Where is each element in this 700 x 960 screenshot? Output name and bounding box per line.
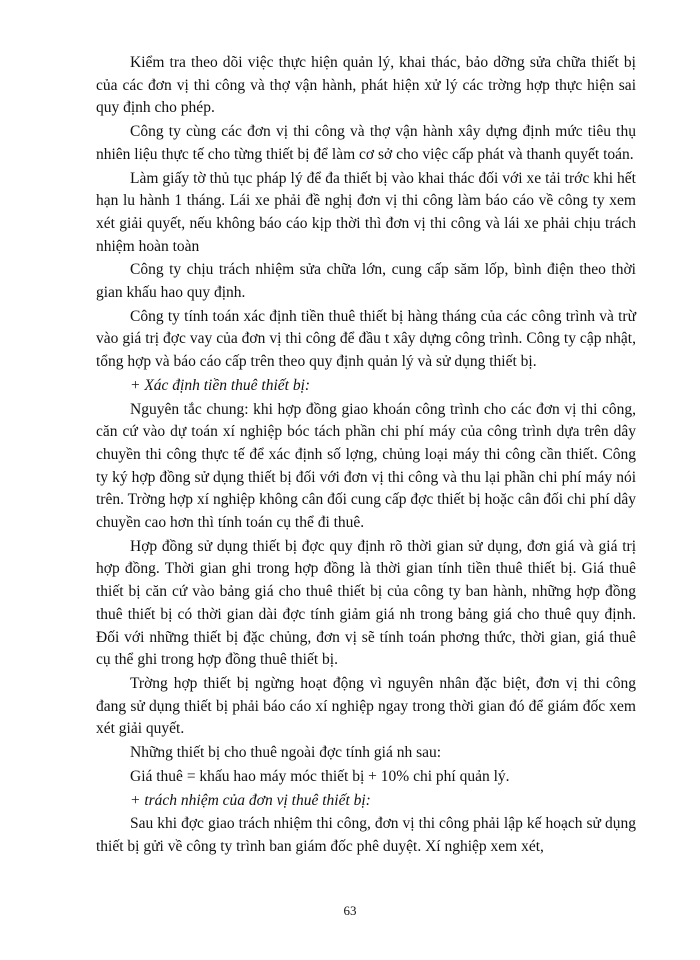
paragraph-after-assignment: Sau khi đợc giao trách nhiệm thi công, đơn vị thi công phải lập kế hoạch sử dụng thiết bị gửi về công ty trình ban giám đốc phê duyệt. Xí nghiệp xem xét, — [96, 815, 636, 855]
heading-renter-responsibility: + trách nhiệm của đơn vị thuê thiết bị: — [130, 791, 371, 809]
paragraph-legal-procedures: Làm giấy tờ thủ tục pháp lý để đa thiết bị vào khai thác đối với xe tải trớc khi hết hạn lu hành 1 tháng. Lái xe phải đề nghị đơn vị thi công làm báo cáo về công ty xem xét giải quyết, nếu không báo cáo kịp thời thì đơn vị thi công và lái xe phải chịu trách nhiệm hoàn toàn — [96, 169, 636, 255]
paragraph-fuel-norms: Công ty cùng các đơn vị thi công và thợ vận hành xây dựng định mức tiêu thụ nhiên liệu thực tế cho từng thiết bị để làm cơ sở cho việc cấp phát và thanh quyết toán. — [96, 123, 636, 163]
paragraph-equipment-stoppage: Trờng hợp thiết bị ngừng hoạt động vì nguyên nhân đặc biệt, đơn vị thi công đang sử dụng thiết bị phải báo cáo xí nghiệp ngay trong thời gian đó để giám đốc xem xét giải quyết. — [96, 674, 636, 738]
paragraph-external-rental: Những thiết bị cho thuê ngoài đợc tính giá nh sau: — [130, 744, 442, 762]
paragraph-rental-formula: Giá thuê = khấu hao máy móc thiết bị + 10% chi phí quản lý. — [130, 767, 510, 785]
paragraph-rental-calculation: Công ty tính toán xác định tiền thuê thiết bị hàng tháng của các công trình và trừ vào giá trị đợc vay của đơn vị thi công để đầu t xây dựng công trình. Công ty cập nhật, tổng hợp và báo cáo cấp trên theo quy định quản lý và sử dụng thiết bị. — [96, 307, 636, 371]
paragraph-major-repairs: Công ty chịu trách nhiệm sửa chữa lớn, cung cấp săm lốp, bình điện theo thời gian khấu hao quy định. — [96, 261, 636, 302]
paragraph-usage-contract: Hợp đồng sử dụng thiết bị đợc quy định rõ thời gian sử dụng, đơn giá và giá trị hợp đồng. Thời gian ghi trong hợp đồng là thời gian tính tiền thuê thiết bị. Giá thuê thiết bị căn cứ vào bảng giá cho thuê thiết bị của công ty ban hành, những hợp đồng thuê thiết bị có thời gian dài đợc tính giảm giá nh trong bảng giá cho thuê quy định. Đối với những thiết bị đặc chủng, đơn vị sẽ tính toán phơng thức, thời gian, giá thuê cụ thể ghi trong hợp đồng thuê thiết bị. — [96, 537, 636, 669]
body-text — [96, 52, 636, 860]
heading-determine-rental: + Xác định tiền thuê thiết bị: — [130, 376, 311, 394]
paragraph-general-principle: Nguyên tắc chung: khi hợp đồng giao khoán công trình cho các đơn vị thi công, căn cứ vào dự toán xí nghiệp bóc tách phần chi phí máy của công trình dựa trên dây chuyền thi công thực tế để xác định số lợng, chủng loại máy thi công cần thiết. Công ty ký hợp đồng sử dụng thiết bị đối với đơn vị thi công và thu lại phần chi phí máy nói trên. Trờng hợp xí nghiệp không cân đối cung cấp đợc thiết bị hoặc cân đối chi phí dây chuyền cao hơn thì tính toán cụ thể đi thuê. — [96, 400, 636, 532]
paragraph-inspection: Kiểm tra theo dõi việc thực hiện quản lý, khai thác, bảo dỡng sửa chữa thiết bị của các đơn vị thi công và thợ vận hành, phát hiện xử lý các trờng hợp thực hiện sai quy định cho phép. — [96, 54, 636, 117]
page-number: 63 — [343, 903, 357, 918]
